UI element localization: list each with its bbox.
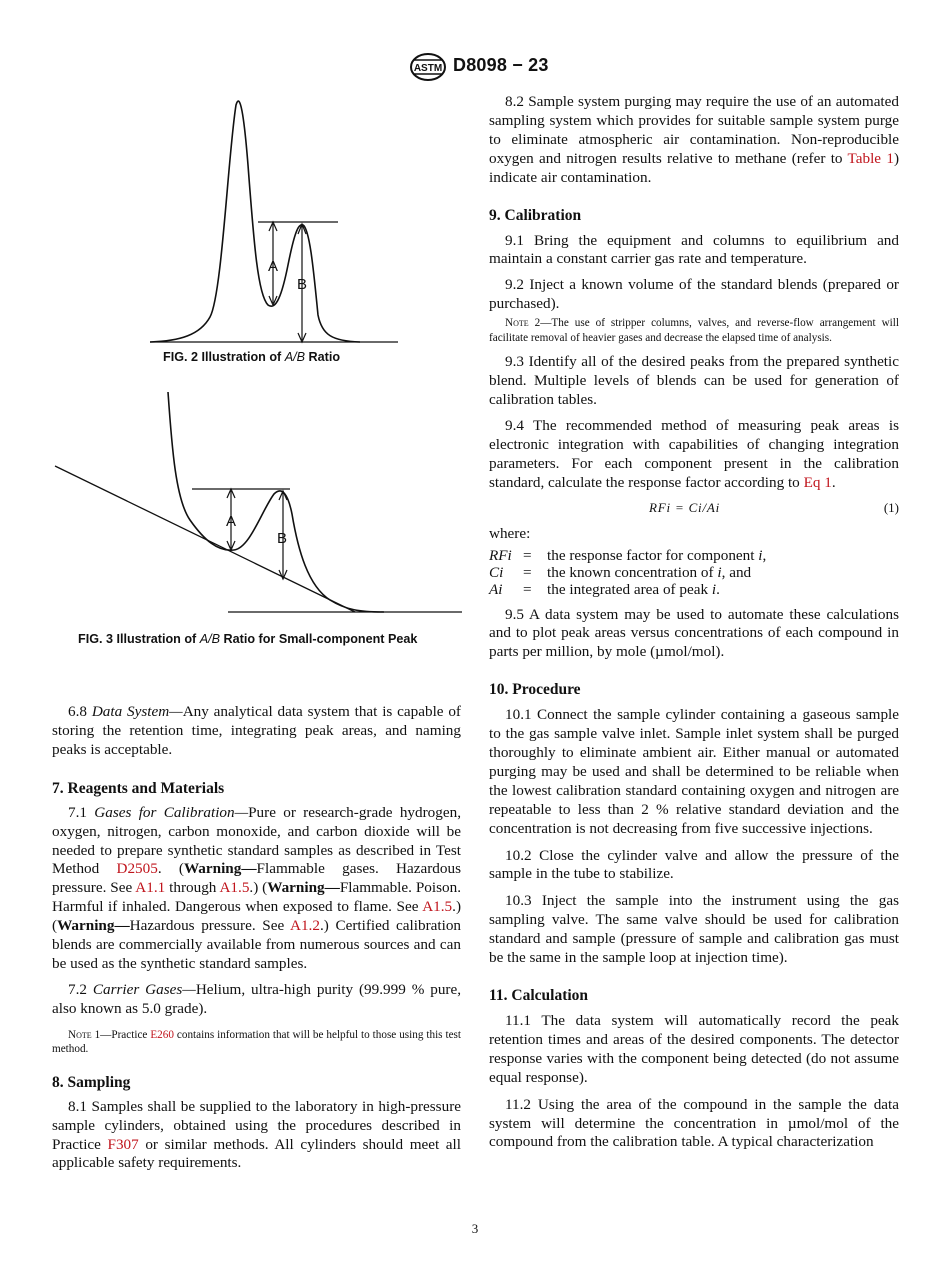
- paragraph-11-2: 11.2 Using the area of the compound in the sample the data system will determine the concentration in µmol/mol of the compound from the calibration table. A typical characterization: [489, 1095, 899, 1151]
- paragraph-9-4: 9.4 The recommended method of measuring peak areas is electronic integration with capabilities of changing integration parameters. For each component present in the calibration standard, calculate the response factor according to Eq 1.: [489, 416, 899, 491]
- paragraph-11-1: 11.1 The data system will automatically record the peak retention times and areas of the desired components. The detector response varies with the component being detected (do not assume equal response).: [489, 1012, 899, 1086]
- where-item: Ai = the integrated area of peak i.: [489, 580, 720, 598]
- fig3-sloped-baseline: [55, 466, 355, 612]
- paragraph-6-8: 6.8 Data System—Any analytical data system that is capable of storing the retention time, integrating peak areas, and naming peaks is acceptable.: [52, 703, 461, 758]
- fig3-label-b: B: [277, 530, 288, 547]
- link-table-1[interactable]: Table 1: [847, 149, 894, 167]
- page-header: [0, 52, 950, 86]
- astm-logo-icon: [408, 52, 448, 82]
- link-d2505[interactable]: D2505: [116, 860, 158, 878]
- fig2-label-a: A: [268, 258, 279, 275]
- paragraph-9-3: 9.3 Identify all of the desired peaks from the prepared synthetic blend. Multiple levels of blends can be used for generation of calibration tables.: [489, 353, 899, 408]
- figure-3: [50, 390, 470, 620]
- where-item: RFi = the response factor for component i,: [489, 546, 767, 564]
- paragraph-10-2: 10.2 Close the cylinder valve and allow the pressure of the sample in the tube to stabilize.: [489, 846, 899, 883]
- link-a1-5-second[interactable]: A1.5: [422, 898, 453, 916]
- equation-1-expression: RFi = Ci/Ai: [649, 499, 721, 515]
- paragraph-9-1: 9.1 Bring the equipment and columns to equilibrium and maintain a constant carrier gas rate and temperature.: [489, 231, 899, 268]
- paragraph-8-1: 8.1 Samples shall be supplied to the laboratory in high-pressure sample cylinders, obtained using the procedures described in Practice F307 or similar methods. All cylinders should meet all applicable safety requirements.: [52, 1097, 461, 1172]
- paragraph-9-5: 9.5 A data system may be used to automate these calculations and to plot peak areas versus concentrations of each compound in parts per million, by mole (µmol/mol).: [489, 605, 899, 661]
- note-1: Note 1—Practice E260 contains information that will be helpful to those using this test method.: [52, 1028, 462, 1056]
- section-8-heading: 8. Sampling: [52, 1073, 131, 1091]
- document-id: D8098 − 23: [453, 55, 549, 75]
- equation-1-number: (1): [883, 499, 899, 515]
- fig3-chromatogram-curve: [168, 392, 384, 612]
- page-number: 3: [471, 1221, 479, 1236]
- fig3-label-a: A: [226, 513, 237, 530]
- paragraph-9-2: 9.2 Inject a known volume of the standard blends (prepared or purchased).: [489, 276, 899, 313]
- paragraph-10-1: 10.1 Connect the sample cylinder containing a gaseous sample to the gas sample valve inlet. Sample inlet system shall be purged thoroughly to eliminate ambient air. Either manual or automated purging may be used and shall be determined to be reliable when the lowest calibration standard containing oxygen and nitrogen are repeatable to less than 2 % relative standard deviation and the concentration is not decreasing from five successive injections.: [489, 706, 899, 837]
- figure-2: [140, 95, 410, 350]
- paragraph-8-2: 8.2 Sample system purging may require the use of an automated sampling system which provides for suitable sample system purge to eliminate atmospheric air contamination. Non-reproducible oxygen and nitrogen results relative to methane (refer to Table 1) indicate air contamination.: [489, 93, 899, 186]
- link-eq-1[interactable]: Eq 1: [803, 473, 832, 491]
- paragraph-10-3: 10.3 Inject the sample into the instrument using the gas sampling valve. The same valve should be used for calibration standard and sample (pressure of sample and calibration gas must be the same in the sample loop at injection time).: [489, 892, 899, 967]
- where-item: Ci = the known concentration of i, and: [489, 563, 752, 581]
- link-a1-5[interactable]: A1.5: [219, 879, 250, 897]
- figure-2-caption: FIG. 2 Illustration of A/B Ratio: [163, 350, 341, 364]
- link-e260[interactable]: E260: [150, 1028, 174, 1041]
- note-2: Note 2—The use of stripper columns, valves, and reverse-flow arrangement will facilitate removal of heavier gases and decrease the elapsed time of analysis.: [489, 317, 899, 344]
- section-10-heading: 10. Procedure: [489, 681, 581, 699]
- left-column: [52, 703, 461, 1173]
- link-a1-2[interactable]: A1.2: [290, 917, 320, 935]
- section-7-heading: 7. Reagents and Materials: [52, 779, 225, 797]
- right-column: [489, 93, 899, 1152]
- fig2-label-b: B: [297, 276, 308, 293]
- paragraph-7-1: 7.1 Gases for Calibration—Pure or research-grade hydrogen, oxygen, nitrogen, carbon monoxide, and carbon dioxide will be needed to prepare synthetic standard samples as described in Test Method D2505. (Warning—Flammable gases. Hazardous pressure. See A1.1 through A1.5.) (Warning—Flammable. Poison. Harmful if inhaled. Dangerous when exposed to flame. See A1.5.) (Warning—Hazardous pressure. See A1.2.) Certified calibration blends are commercially available from numerous sources and can be used as the synthetic standard samples.: [52, 803, 462, 972]
- paragraph-7-2: 7.2 Carrier Gases—Helium, ultra-high purity (99.999 % pure, also known as 5.0 grade).: [52, 980, 462, 1017]
- link-f307[interactable]: F307: [107, 1135, 139, 1153]
- figure-3-caption: FIG. 3 Illustration of A/B Ratio for Small-component Peak: [78, 632, 418, 646]
- logo-text: ASTM: [413, 63, 443, 74]
- where-label: where:: [489, 524, 531, 542]
- link-a1-1[interactable]: A1.1: [135, 879, 166, 897]
- equation-1: [489, 497, 899, 519]
- section-11-heading: 11. Calculation: [489, 987, 589, 1004]
- where-list: [489, 547, 899, 598]
- section-9-heading: 9. Calibration: [489, 206, 582, 224]
